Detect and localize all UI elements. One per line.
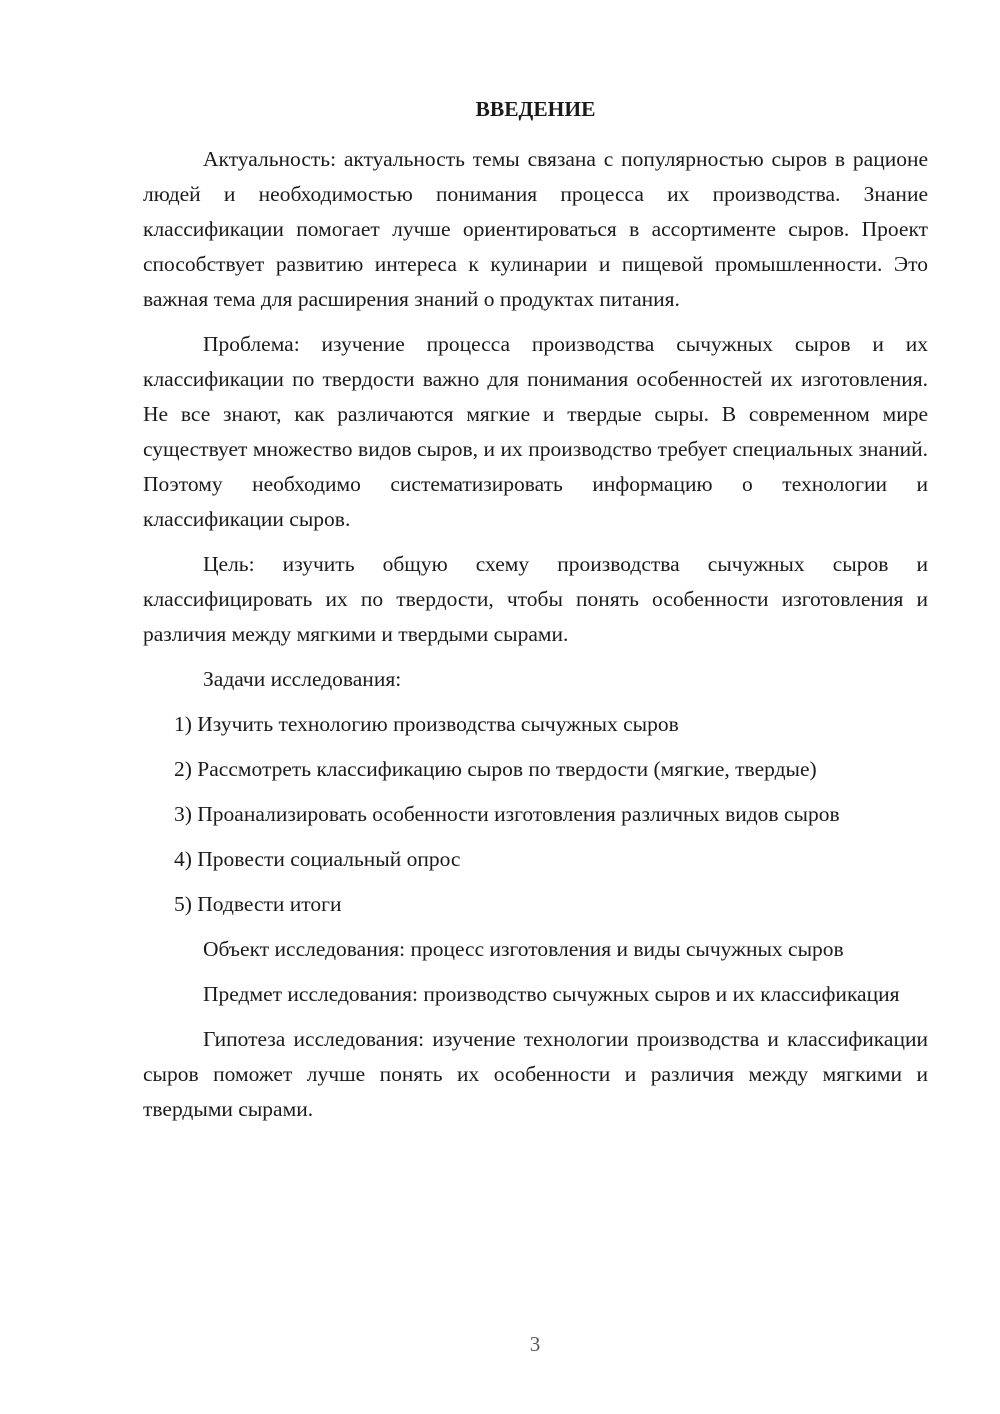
tasks-heading: Задачи исследования: [203, 667, 402, 691]
subject-paragraph: Предмет исследования: производство сычужных сыров и их классификация [203, 982, 900, 1006]
relevance-paragraph: Актуальность: актуальность темы связана с популярностью сыров в рационе людей и необходимостью понимания процесса их производства. Знание классификации помогает лучше ориентироваться в ассортименте сыров. Проект способствует развитию интереса к кулинарии и пищевой промышленности. Это важная тема для расширения знаний о продуктах питания. [143, 147, 928, 311]
task-item: 4) Провести социальный опрос [174, 847, 461, 871]
goal-paragraph: Цель: изучить общую схему производства сычужных сыров и классифицировать их по твердости, чтобы понять особенности изготовления и различия между мягкими и твердыми сырами. [143, 552, 928, 646]
page-content [143, 92, 928, 1137]
task-item: 1) Изучить технологию производства сычужных сыров [174, 712, 679, 736]
task-item: 3) Проанализировать особенности изготовления различных видов сыров [174, 802, 840, 826]
hypothesis-paragraph: Гипотеза исследования: изучение технологии производства и классификации сыров поможет лучше понять их особенности и различия между мягкими и твердыми сырами. [143, 1027, 928, 1121]
problem-paragraph: Проблема: изучение процесса производства сычужных сыров и их классификации по твердости важно для понимания особенностей их изготовления. Не все знают, как различаются мягкие и твердые сыры. В современном мире существует множество видов сыров, и их производство требует специальных знаний. Поэтому необходимо систематизировать информацию о технологии и классификации сыров. [143, 332, 928, 531]
page-title: ВВЕДЕНИЕ [475, 97, 596, 121]
task-item: 2) Рассмотреть классификацию сыров по твердости (мягкие, твердые) [174, 757, 817, 781]
page-number: 3 [529, 1332, 541, 1356]
task-item: 5) Подвести итоги [174, 892, 342, 916]
object-paragraph: Объект исследования: процесс изготовления и виды сычужных сыров [203, 937, 844, 961]
